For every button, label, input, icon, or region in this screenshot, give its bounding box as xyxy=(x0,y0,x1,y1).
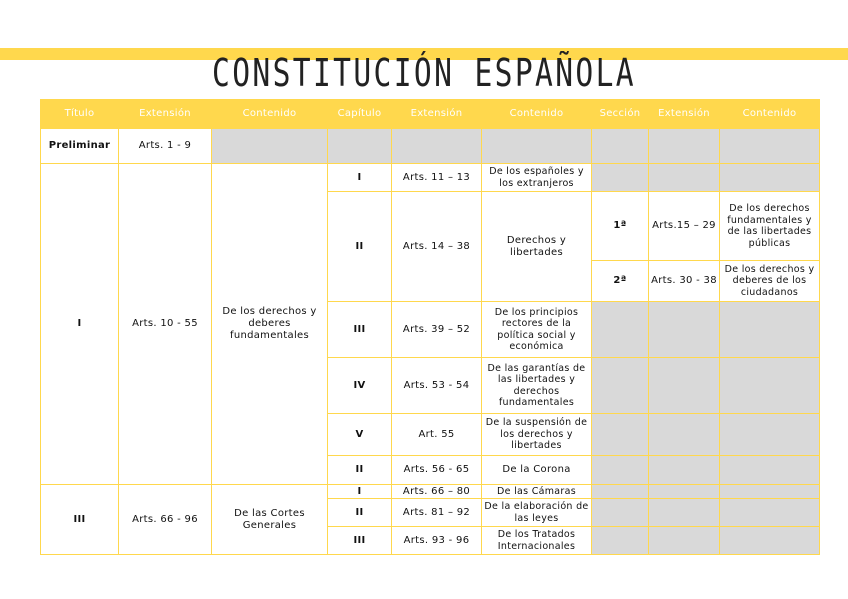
empty-cell xyxy=(592,499,649,527)
contenido-cell: Derechos y libertades xyxy=(482,192,592,302)
empty-cell xyxy=(649,129,720,164)
extension-cell: Arts. 93 - 96 xyxy=(392,527,482,555)
contenido-cell: De los principios rectores de la política social y económica xyxy=(482,302,592,358)
empty-cell xyxy=(720,302,820,358)
empty-cell xyxy=(649,456,720,485)
extension-cell: Arts. 56 - 65 xyxy=(392,456,482,485)
empty-cell xyxy=(649,164,720,192)
table-row xyxy=(41,129,820,164)
header-contenido: Contenido xyxy=(720,100,820,129)
empty-cell xyxy=(649,485,720,499)
empty-cell xyxy=(592,456,649,485)
extension-cell: Arts. 11 – 13 xyxy=(392,164,482,192)
header-extension: Extensión xyxy=(392,100,482,129)
empty-cell xyxy=(482,129,592,164)
capitulo-cell: II xyxy=(328,192,392,302)
empty-cell xyxy=(592,414,649,456)
contenido-cell: De las Cortes Generales xyxy=(212,485,328,555)
empty-cell xyxy=(649,414,720,456)
capitulo-cell: I xyxy=(328,485,392,499)
empty-cell xyxy=(649,527,720,555)
contenido-cell: De los derechos y deberes fundamentales xyxy=(212,164,328,485)
contenido-cell: De los derechos fundamentales y de las libertades públicas xyxy=(720,192,820,261)
extension-cell: Arts.15 – 29 xyxy=(649,192,720,261)
empty-cell xyxy=(720,164,820,192)
extension-cell: Arts. 53 - 54 xyxy=(392,358,482,414)
titulo-cell: I xyxy=(41,164,119,485)
header-extension: Extensión xyxy=(649,100,720,129)
contenido-cell: De los Tratados Internacionales xyxy=(482,527,592,555)
extension-cell: Arts. 66 - 96 xyxy=(119,485,212,555)
page-title: CONSTITUCIÓN ESPAÑOLA xyxy=(212,51,636,96)
empty-cell xyxy=(649,499,720,527)
empty-cell xyxy=(649,302,720,358)
extension-cell: Arts. 66 – 80 xyxy=(392,485,482,499)
empty-cell xyxy=(328,129,392,164)
empty-cell xyxy=(720,456,820,485)
contenido-cell: De los derechos y deberes de los ciudadanos xyxy=(720,261,820,302)
header-contenido: Contenido xyxy=(212,100,328,129)
empty-cell xyxy=(592,527,649,555)
empty-cell xyxy=(720,499,820,527)
contenido-cell: De los españoles y los extranjeros xyxy=(482,164,592,192)
empty-cell xyxy=(592,164,649,192)
titulo-cell: II xyxy=(328,456,392,485)
empty-cell xyxy=(592,302,649,358)
capitulo-cell: IV xyxy=(328,358,392,414)
empty-cell xyxy=(720,414,820,456)
header-contenido: Contenido xyxy=(482,100,592,129)
titulo-cell: Preliminar xyxy=(41,129,119,164)
capitulo-cell: III xyxy=(328,527,392,555)
extension-cell: Arts. 10 - 55 xyxy=(119,164,212,485)
empty-cell xyxy=(392,129,482,164)
contenido-cell: De las Cámaras xyxy=(482,485,592,499)
contenido-cell: De la elaboración de las leyes xyxy=(482,499,592,527)
capitulo-cell: I xyxy=(328,164,392,192)
empty-cell xyxy=(720,358,820,414)
extension-cell: Arts. 30 - 38 xyxy=(649,261,720,302)
titulo-cell: III xyxy=(41,485,119,555)
table-row xyxy=(41,164,820,192)
header-titulo: Título xyxy=(41,100,119,129)
empty-cell xyxy=(720,527,820,555)
empty-cell xyxy=(592,129,649,164)
extension-cell: Arts. 81 – 92 xyxy=(392,499,482,527)
capitulo-cell: V xyxy=(328,414,392,456)
constitution-table xyxy=(40,99,820,555)
capitulo-cell: III xyxy=(328,302,392,358)
header-seccion: Sección xyxy=(592,100,649,129)
header-extension: Extensión xyxy=(119,100,212,129)
empty-cell xyxy=(720,129,820,164)
contenido-cell: De las garantías de las libertades y derechos fundamentales xyxy=(482,358,592,414)
seccion-cell: 2ª xyxy=(592,261,649,302)
header-row xyxy=(41,100,820,129)
header-capitulo: Capítulo xyxy=(328,100,392,129)
contenido-cell: De la suspensión de los derechos y libertades xyxy=(482,414,592,456)
extension-cell: Arts. 14 – 38 xyxy=(392,192,482,302)
contenido-cell: De la Corona xyxy=(482,456,592,485)
empty-cell xyxy=(649,358,720,414)
extension-cell: Arts. 39 – 52 xyxy=(392,302,482,358)
empty-cell xyxy=(592,358,649,414)
extension-cell: Art. 55 xyxy=(392,414,482,456)
table-row xyxy=(41,485,820,499)
empty-cell xyxy=(212,129,328,164)
capitulo-cell: II xyxy=(328,499,392,527)
seccion-cell: 1ª xyxy=(592,192,649,261)
empty-cell xyxy=(720,485,820,499)
empty-cell xyxy=(592,485,649,499)
extension-cell: Arts. 1 - 9 xyxy=(119,129,212,164)
